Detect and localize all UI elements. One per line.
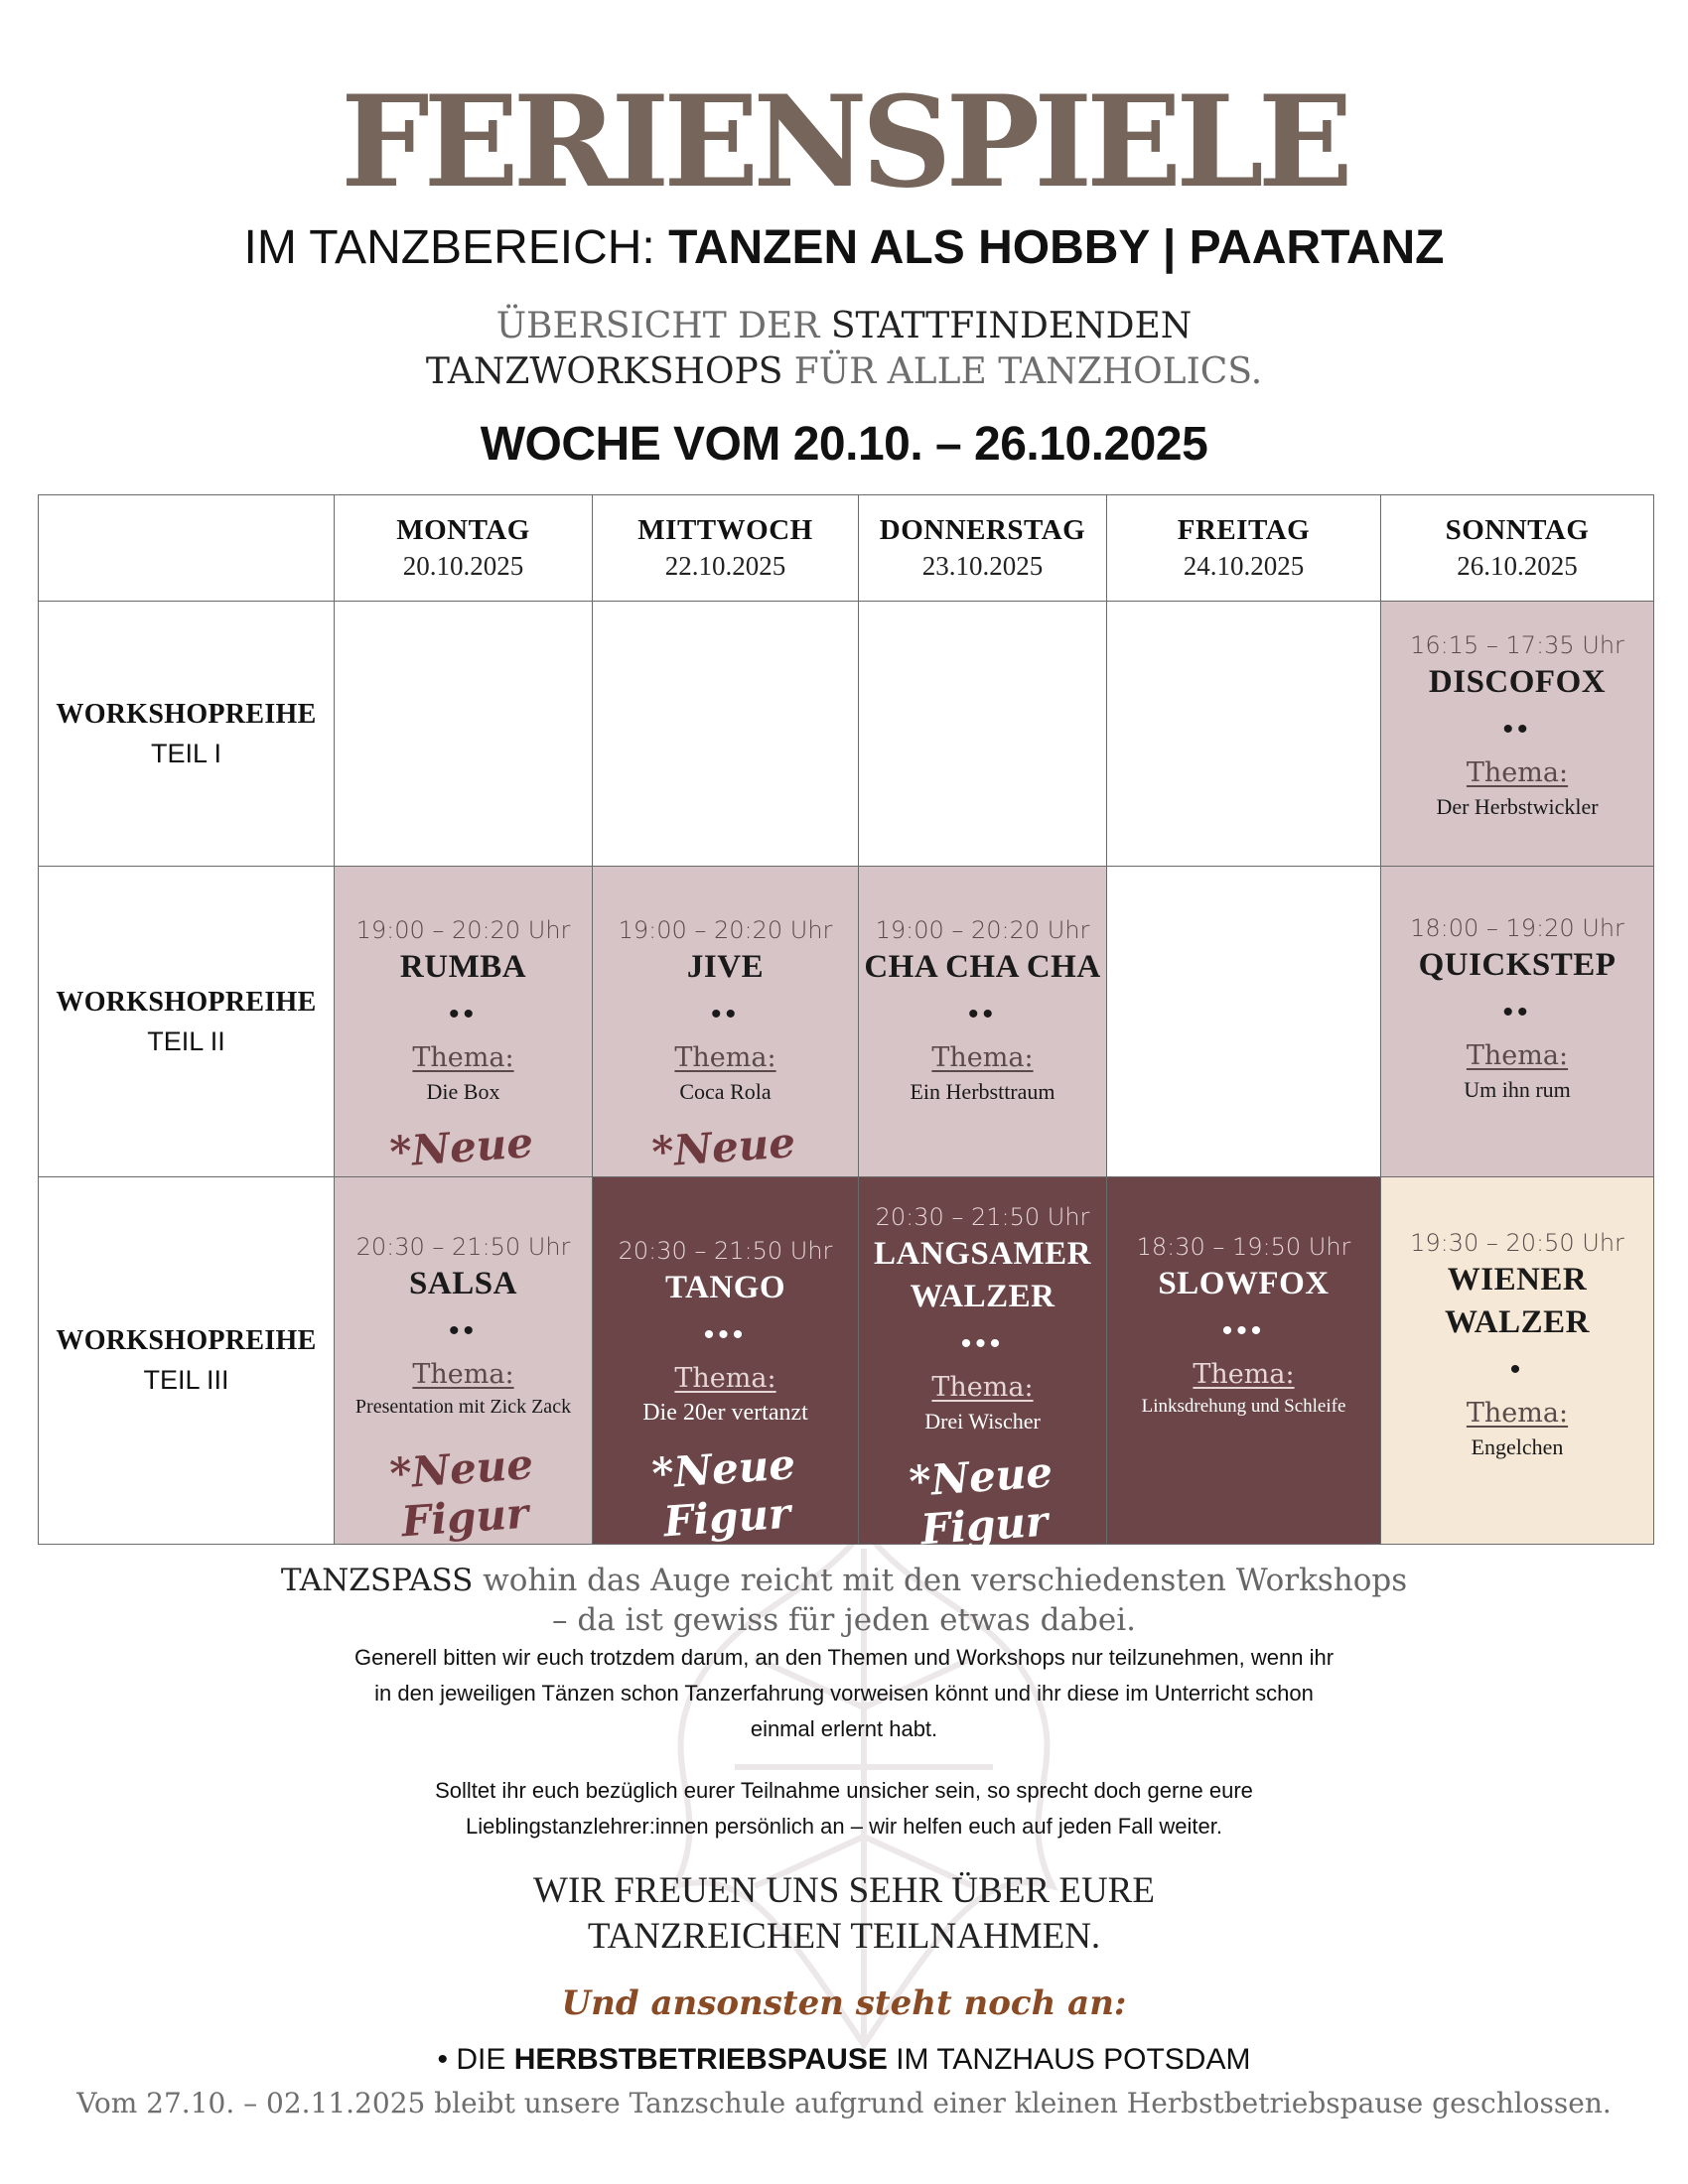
workshop-dance-line-2: WALZER: [910, 1279, 1055, 1314]
overview-line-2: [0, 349, 1688, 395]
overview-2a: TANZWORKSHOPS: [425, 351, 783, 392]
new-figure-tag: *Neue Figur: [388, 1439, 535, 1547]
workshop-time: 19:00 – 20:20 Uhr: [875, 916, 1090, 944]
workshop-slowfox: [1106, 1176, 1381, 1545]
day-date: 23.10.2025: [921, 551, 1044, 581]
theme-label: Thema:: [412, 1359, 514, 1390]
day-name: DONNERSTAG: [879, 514, 1086, 546]
overview-1a: ÜBERSICHT DER: [495, 306, 831, 346]
empty-cell: [592, 601, 859, 867]
new-figure-tag: *Neue: [650, 1118, 797, 1177]
workshop-tango: [592, 1176, 859, 1545]
info-paragraph-line: Lieblingstanzlehrer:innen persönlich an – wir helfen euch auf jeden Fall weiter.: [466, 1814, 1222, 1839]
overview-1b: STATTFINDENDEN: [830, 306, 1193, 346]
workshop-time: 16:15 – 17:35 Uhr: [1410, 631, 1624, 659]
theme-label: Thema:: [412, 1042, 514, 1073]
theme-text: Die 20er vertanzt: [642, 1400, 808, 1426]
level-dots: ••: [710, 998, 740, 1030]
workshop-dance: SALSA: [409, 1266, 517, 1301]
row-label-part: TEIL I: [150, 738, 222, 768]
level-dots: •: [1509, 1353, 1525, 1386]
overview-2b: FÜR ALLE TANZHOLICS.: [782, 351, 1263, 392]
day-date: 22.10.2025: [664, 551, 786, 581]
row-label-part: TEIL III: [143, 1365, 229, 1395]
day-date: 26.10.2025: [1457, 551, 1578, 581]
new-figure-tag: *Neue Figur: [650, 1439, 797, 1547]
row-label-teil-2: [38, 866, 335, 1177]
header-friday: [1106, 494, 1381, 602]
level-dots: ••: [1502, 713, 1532, 746]
page-title: FERIENSPIELE: [341, 68, 1347, 215]
day-name: SONNTAG: [1445, 514, 1590, 546]
theme-text: Ein Herbsttraum: [910, 1079, 1055, 1104]
level-dots: ••: [1502, 996, 1532, 1028]
theme-text: Die Box: [426, 1079, 500, 1104]
week-heading: WOCHE VOM 20.10. – 26.10.2025: [480, 418, 1208, 471]
bullet-prefix: • DIE: [437, 2043, 514, 2076]
closure-notice: Vom 27.10. – 02.11.2025 bleibt unsere Tanzschule aufgrund einer kleinen Herbstbetriebspause geschlossen.: [76, 2087, 1612, 2119]
theme-label: Thema:: [674, 1363, 776, 1394]
theme-text: Drei Wischer: [924, 1409, 1041, 1433]
workshop-quickstep: [1380, 866, 1654, 1177]
workshop-time: 20:30 – 21:50 Uhr: [355, 1233, 571, 1261]
theme-text: Der Herbstwickler: [1436, 794, 1599, 819]
footer-line-1-rest: wohin das Auge reicht mit den verschiedensten Workshops: [473, 1563, 1408, 1598]
theme-text: Coca Rola: [679, 1079, 772, 1104]
workshop-dance-line-1: LANGSAMER: [873, 1236, 1092, 1272]
workshop-cha-cha-cha: [858, 866, 1107, 1177]
new-figure-tag: *Neue: [388, 1118, 535, 1177]
info-paragraph-line: Solltet ihr euch bezüglich eurer Teilnahme unsicher sein, so sprecht doch gerne eure: [435, 1778, 1253, 1803]
herbst-bold: HERBSTBETRIEBSPAUSE: [513, 2043, 888, 2076]
workshop-jive: [592, 866, 859, 1177]
theme-label: Thema:: [1193, 1359, 1295, 1390]
workshop-time: 19:00 – 20:20 Uhr: [355, 916, 571, 944]
day-name: MITTWOCH: [637, 514, 813, 546]
theme-label: Thema:: [1466, 1398, 1569, 1429]
header-wednesday: [592, 494, 859, 602]
schedule-table: [38, 494, 1654, 1555]
workshop-time: 20:30 – 21:50 Uhr: [618, 1237, 833, 1265]
day-name: FREITAG: [1177, 514, 1311, 546]
workshop-dance: DISCOFOX: [1428, 664, 1607, 700]
level-dots: ••: [448, 1314, 478, 1347]
workshop-wiener-walzer: [1380, 1176, 1654, 1545]
footer-line-1: [0, 1561, 1688, 1600]
level-dots: •••: [960, 1327, 1005, 1360]
info-paragraph-line: Generell bitten wir euch trotzdem darum, an den Themen und Workshops nur teilzunehmen, wenn ihr: [353, 1645, 1335, 1670]
row-label-teil-1: [38, 601, 335, 867]
level-dots: •••: [1221, 1314, 1266, 1347]
day-date: 20.10.2025: [402, 551, 524, 581]
empty-cell: [334, 601, 593, 867]
theme-text: Engelchen: [1471, 1434, 1564, 1459]
workshop-time: 18:30 – 19:50 Uhr: [1136, 1233, 1351, 1261]
subtitle-prefix: IM TANZBEREICH:: [243, 221, 669, 274]
workshop-dance: RUMBA: [399, 949, 527, 985]
script-heading: Und ansonsten steht noch an:: [561, 1983, 1127, 2023]
info-paragraph-line: in den jeweiligen Tänzen schon Tanzerfahrung vorweisen könnt und ihr diese im Unterricht schon: [374, 1681, 1314, 1706]
herbst-bullet: [0, 2043, 1688, 2077]
empty-cell: [858, 601, 1107, 867]
overview-line-1: [0, 304, 1688, 349]
workshop-dance-line-1: WIENER: [1447, 1262, 1588, 1297]
level-dots: •••: [703, 1318, 748, 1351]
table-corner-cell: [38, 494, 335, 602]
workshop-dance: JIVE: [686, 949, 765, 985]
workshop-time: 20:30 – 21:50 Uhr: [875, 1203, 1090, 1231]
workshop-rumba: [334, 866, 593, 1177]
closing-line-1: WIR FREUEN UNS SEHR ÜBER EURE: [533, 1870, 1155, 1911]
new-figure-tag: *Neue Figur: [908, 1447, 1055, 1555]
row-label-teil-3: [38, 1176, 335, 1545]
empty-cell: [1106, 601, 1381, 867]
workshop-discofox: [1380, 601, 1654, 867]
level-dots: ••: [967, 998, 997, 1030]
header-sunday: [1380, 494, 1654, 602]
theme-label: Thema:: [931, 1372, 1034, 1403]
theme-label: Thema:: [931, 1042, 1034, 1073]
workshop-time: 18:00 – 19:20 Uhr: [1410, 914, 1624, 942]
row-label-title: WORKSHOPREIHE: [56, 1325, 317, 1356]
workshop-dance: SLOWFOX: [1158, 1266, 1330, 1301]
workshop-time: 19:00 – 20:20 Uhr: [618, 916, 833, 944]
workshop-salsa: [334, 1176, 593, 1545]
day-date: 24.10.2025: [1183, 551, 1305, 581]
level-dots: ••: [448, 998, 478, 1030]
theme-label: Thema:: [1466, 757, 1569, 788]
workshop-dance: QUICKSTEP: [1418, 947, 1617, 983]
theme-label: Thema:: [1466, 1040, 1569, 1071]
footer-line-2: – da ist gewiss für jeden etwas dabei.: [552, 1602, 1136, 1638]
theme-text: Linksdrehung und Schleife: [1141, 1396, 1346, 1417]
workshop-dance: TANGO: [664, 1270, 786, 1305]
footer-tanzspass: TANZSPASS: [280, 1563, 474, 1598]
info-paragraph-line: einmal erlernt habt.: [750, 1716, 938, 1741]
herbst-rest: IM TANZHAUS POTSDAM: [887, 2043, 1251, 2076]
closing-line-2: TANZREICHEN TEILNAHMEN.: [587, 1916, 1101, 1957]
theme-text: Um ihn rum: [1464, 1077, 1571, 1102]
row-label-part: TEIL II: [147, 1025, 225, 1056]
theme-label: Thema:: [674, 1042, 776, 1073]
row-label-title: WORKSHOPREIHE: [56, 698, 317, 730]
subtitle: [0, 221, 1688, 274]
workshop-langsamer-walzer: [858, 1176, 1107, 1555]
empty-cell: [1106, 866, 1381, 1177]
workshop-dance: CHA CHA CHA: [864, 949, 1101, 985]
row-label-title: WORKSHOPREIHE: [56, 986, 317, 1018]
workshop-dance-line-2: WALZER: [1444, 1304, 1591, 1340]
header-monday: [334, 494, 593, 602]
subtitle-bold: TANZEN ALS HOBBY | PAARTANZ: [668, 221, 1445, 274]
day-name: MONTAG: [396, 514, 530, 546]
workshop-time: 19:30 – 20:50 Uhr: [1410, 1229, 1624, 1257]
header-thursday: [858, 494, 1107, 602]
theme-text: Presentation mit Zick Zack: [354, 1396, 572, 1418]
